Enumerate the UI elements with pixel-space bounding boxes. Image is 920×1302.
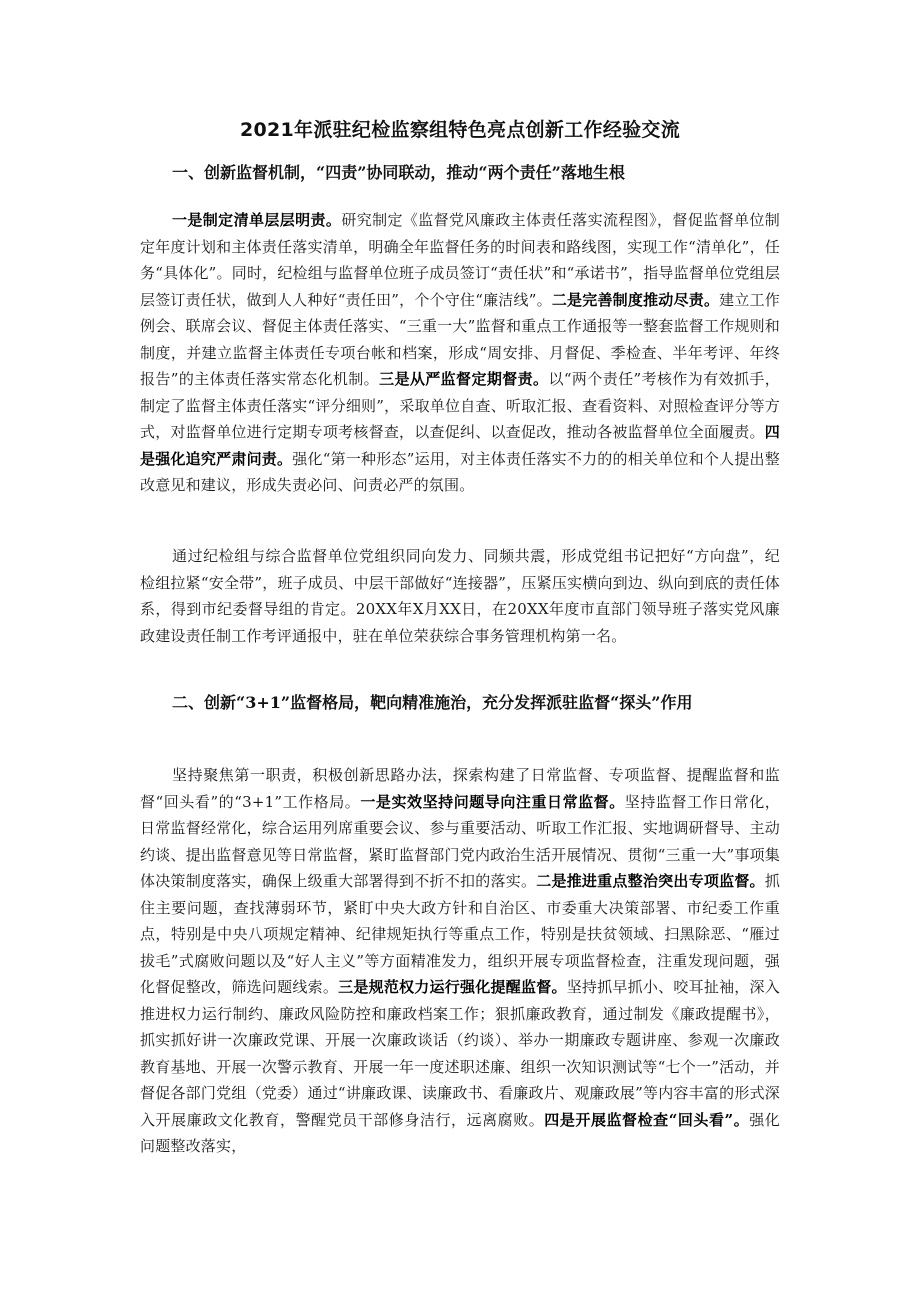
- point3-text: 以“两个责任”考核作为有效抓手，制定了监督主体责任落实“评分细则”，采取单位自查、听取汇报、查看资料、对照检查评分等方式，对监督单位进行定期专项考核督查，以查促纠、以查促改，推动各被监督单位全面履责。: [140, 370, 780, 441]
- point2-lead: 二是完善制度推动尽责。: [551, 290, 720, 309]
- point1-lead: 一是制定清单层层明责。: [172, 211, 342, 229]
- point4-text: 强化“第一种形态”运用，对主体责任落实不力的的相关单位和个人提出整改意见和建议，形成失责必问、问责必严的氛围。: [140, 449, 780, 494]
- section2-intro-text: 坚持聚焦第一职责，积极创新思路办法，探索构建了日常监督、专项监督、提醒监督和监督“回头看”的“3+1”工作格局。: [140, 766, 780, 811]
- point3-lead: 三是从严监督定期督责。: [379, 370, 549, 388]
- s2-point4-lead: 四是开展监督检查“回头看”。: [544, 1110, 750, 1129]
- point1-text: 研究制定《监督党风廉政主体责任落实流程图》，督促监督单位制定年度计划和主体责任落实清单，明确全年监督任务的时间表和路线图，实现工作“清单化”，任务“具体化”。同时，纪检组与监督单位班子成员签订“责任状”和“承诺书”，指导监督单位党组层层签订责任状，做到人人种好“责任田”，个个守住“廉洁线”。: [140, 211, 781, 309]
- point2-text: 建立工作例会、联席会议、督促主体责任落实、“三重一大”监督和重点工作通报等一整套监督工作规则和制度，并建立监督主体责任专项台帐和档案，形成“周安排、月督促、季检查、半年考评、年终报告”的主体责任落实常态化机制。: [140, 290, 781, 388]
- section1-paragraph1: [140, 207, 780, 499]
- s2-point3-text: 坚持抓早抓小、咬耳扯袖，深入推进权力运行制约、廉政风险防控和廉政档案工作；狠抓廉政教育，通过制发《廉政提醒书》，抓实抓好讲一次廉政党课、开展一次廉政谈话（约谈）、举办一期廉政专题讲座、参观一次廉政教育基地、开展一次警示教育、开展一年一度述职述廉、组织一次知识测试等“七个一”活动，并督促各部门党组（党委）通过“讲廉政课、读廉政书、看廉政片、观廉政展”等内容丰富的形式深入开展廉政文化教育，警醒党员干部修身洁行，远离腐败。: [140, 978, 780, 1129]
- section2-heading: 二、创新“3+1”监督格局，靶向精准施治，充分发挥派驻监督“探头”作用: [172, 693, 693, 712]
- s2-point4-text: 强化问题整改落实，: [140, 1110, 781, 1155]
- section2-paragraph1: [140, 762, 780, 1160]
- point4-lead: 四是强化追究严肃问责。: [140, 423, 780, 468]
- s2-point2-text: 抓住主要问题，查找薄弱环节，紧盯中央大政方针和自治区、市委重大决策部署、市纪委工作重点，特别是中央八项规定精神、纪律规矩执行等重点工作，特别是扶贫领域、扫黑除恶、“雁过拔毛”式腐败问题以及“好人主义”等方面精准发力，组织开展专项监督检查，注重发现问题，强化督促整改，筛选问题线索。: [140, 872, 781, 996]
- s2-point3-lead: 三是规范权力运行强化提醒监督。: [338, 978, 567, 996]
- section1-heading: 一、创新监督机制，“四责”协同联动，推动“两个责任”落地生根: [172, 163, 625, 182]
- section1-paragraph2: 通过纪检组与综合监督单位党组织同向发力、同频共震，形成党组书记把好“方向盘”，纪检组拉紧“安全带”，班子成员、中层干部做好“连接器”，压紧压实横向到边、纵向到底的责任体系，得到市纪委督导组的肯定。20XX年X月XX日，在20XX年度市直部门领导班子落实党风廉政建设责任制工作考评通报中，驻在单位荣获综合事务管理机构第一名。: [140, 547, 780, 645]
- document-title: 2021年派驻纪检监察组特色亮点创新工作经验交流: [239, 119, 681, 141]
- s2-point1-text: 坚持监督工作日常化，日常监督经常化，综合运用列席重要会议、参与重要活动、听取工作汇报、实地调研督导、主动约谈、提出监督意见等日常监督，紧盯监督部门党内政治生活开展情况、贯彻“三重一大”事项集体决策制度落实，确保上级重大部署得到不折不扣的落实。: [140, 792, 780, 890]
- s2-point2-lead: 二是推进重点整治突出专项监督。: [536, 872, 765, 890]
- s2-point1-lead: 一是实效坚持问题导向注重日常监督。: [360, 792, 625, 811]
